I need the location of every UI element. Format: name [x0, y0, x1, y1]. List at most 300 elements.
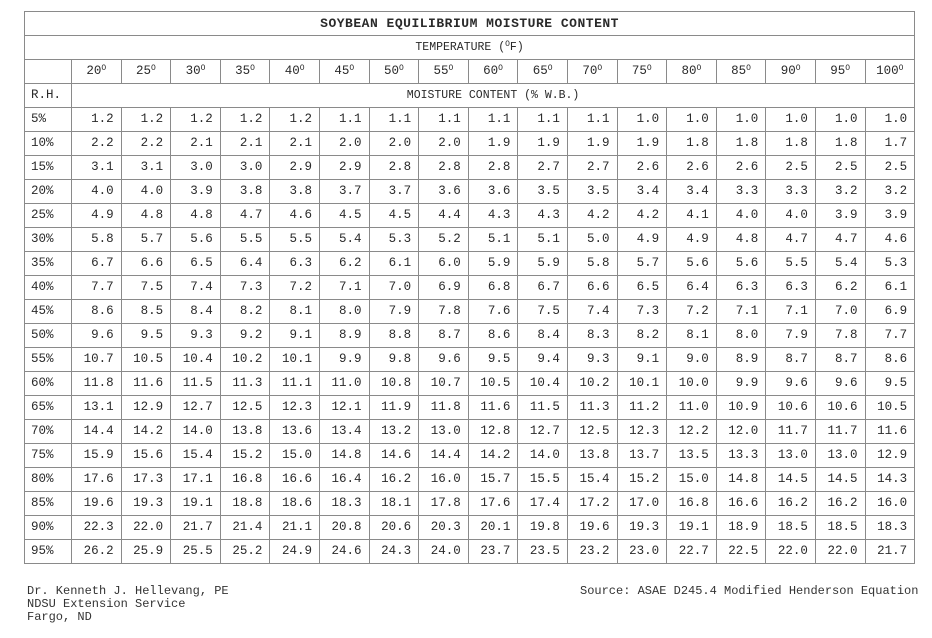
degree-symbol: O: [448, 64, 454, 74]
temperature-header-cell: [766, 60, 816, 84]
degree-symbol: O: [845, 64, 851, 74]
moisture-cell: 22.7: [667, 540, 717, 564]
moisture-cell: 4.0: [121, 180, 171, 204]
moisture-cell: 2.0: [319, 132, 369, 156]
moisture-cell: 12.3: [617, 420, 667, 444]
moisture-cell: 9.3: [567, 348, 617, 372]
moisture-cell: 7.3: [617, 300, 667, 324]
table-title: SOYBEAN EQUILIBRIUM MOISTURE CONTENT: [25, 12, 915, 36]
moisture-cell: 7.9: [369, 300, 419, 324]
moisture-cell: 5.8: [72, 228, 122, 252]
moisture-cell: 12.3: [270, 396, 320, 420]
moisture-cell: 1.1: [468, 108, 518, 132]
moisture-cell: 6.1: [865, 276, 915, 300]
rh-cell: 85%: [25, 492, 72, 516]
temperature-value: 40: [284, 64, 300, 79]
table-row: [25, 156, 915, 180]
moisture-cell: 5.7: [121, 228, 171, 252]
moisture-cell: 8.5: [121, 300, 171, 324]
degree-symbol: O: [597, 64, 603, 74]
moisture-cell: 7.8: [419, 300, 469, 324]
table-row: [25, 228, 915, 252]
moisture-cell: 22.0: [815, 540, 865, 564]
moisture-cell: 17.4: [518, 492, 568, 516]
moisture-cell: 10.7: [72, 348, 122, 372]
moisture-cell: 2.1: [171, 132, 221, 156]
moisture-cell: 11.6: [865, 420, 915, 444]
moisture-content-table: [24, 11, 915, 564]
author-block: [27, 585, 229, 624]
moisture-cell: 4.7: [766, 228, 816, 252]
moisture-cell: 5.8: [567, 252, 617, 276]
moisture-cell: 1.1: [369, 108, 419, 132]
table-row: [25, 492, 915, 516]
moisture-cell: 12.9: [865, 444, 915, 468]
moisture-cell: 2.1: [220, 132, 270, 156]
moisture-cell: 9.8: [369, 348, 419, 372]
moisture-cell: 1.9: [518, 132, 568, 156]
moisture-cell: 8.8: [369, 324, 419, 348]
temperature-value: 70: [582, 64, 598, 79]
moisture-cell: 10.1: [617, 372, 667, 396]
moisture-cell: 2.8: [468, 156, 518, 180]
rh-cell: 80%: [25, 468, 72, 492]
temperature-label: [25, 36, 915, 60]
moisture-cell: 5.3: [369, 228, 419, 252]
moisture-cell: 8.3: [567, 324, 617, 348]
temperature-value: 100: [876, 64, 899, 79]
moisture-cell: 16.0: [419, 468, 469, 492]
moisture-cell: 8.1: [667, 324, 717, 348]
moisture-cell: 10.7: [419, 372, 469, 396]
moisture-cell: 8.6: [468, 324, 518, 348]
moisture-cell: 6.6: [567, 276, 617, 300]
temperature-label-unit: F): [509, 41, 524, 55]
rh-cell: 70%: [25, 420, 72, 444]
rh-cell: 40%: [25, 276, 72, 300]
moisture-cell: 1.0: [617, 108, 667, 132]
degree-symbol: O: [101, 64, 107, 74]
moisture-cell: 16.2: [766, 492, 816, 516]
moisture-cell: 3.5: [518, 180, 568, 204]
table-row: [25, 300, 915, 324]
moisture-cell: 4.2: [617, 204, 667, 228]
moisture-cell: 10.2: [567, 372, 617, 396]
table-row: [25, 324, 915, 348]
moisture-cell: 1.0: [766, 108, 816, 132]
degree-symbol: O: [349, 64, 355, 74]
moisture-cell: 1.8: [667, 132, 717, 156]
rh-cell: 65%: [25, 396, 72, 420]
moisture-cell: 3.1: [121, 156, 171, 180]
temperature-value: 35: [235, 64, 251, 79]
moisture-cell: 13.2: [369, 420, 419, 444]
moisture-cell: 9.6: [766, 372, 816, 396]
moisture-cell: 14.2: [121, 420, 171, 444]
temperature-header-cell: [319, 60, 369, 84]
moisture-cell: 2.7: [518, 156, 568, 180]
moisture-cell: 7.4: [567, 300, 617, 324]
moisture-cell: 13.5: [667, 444, 717, 468]
temperature-value: 95: [830, 64, 846, 79]
moisture-cell: 8.2: [617, 324, 667, 348]
moisture-cell: 4.9: [667, 228, 717, 252]
moisture-cell: 2.5: [766, 156, 816, 180]
moisture-cell: 24.6: [319, 540, 369, 564]
moisture-cell: 16.8: [220, 468, 270, 492]
moisture-cell: 7.7: [72, 276, 122, 300]
moisture-cell: 6.7: [518, 276, 568, 300]
moisture-cell: 9.4: [518, 348, 568, 372]
moisture-cell: 12.5: [220, 396, 270, 420]
moisture-cell: 9.6: [72, 324, 122, 348]
degree-symbol: O: [250, 64, 255, 74]
moisture-cell: 5.4: [319, 228, 369, 252]
moisture-cell: 17.8: [419, 492, 469, 516]
moisture-cell: 2.0: [369, 132, 419, 156]
moisture-cell: 1.0: [667, 108, 717, 132]
moisture-cell: 7.9: [766, 324, 816, 348]
moisture-cell: 26.2: [72, 540, 122, 564]
moisture-cell: 11.1: [270, 372, 320, 396]
moisture-cell: 11.3: [220, 372, 270, 396]
rh-cell: 20%: [25, 180, 72, 204]
rh-cell: 60%: [25, 372, 72, 396]
moisture-cell: 2.8: [419, 156, 469, 180]
temperature-header-cell: [468, 60, 518, 84]
moisture-cell: 5.6: [716, 252, 766, 276]
table-row: [25, 444, 915, 468]
moisture-cell: 10.2: [220, 348, 270, 372]
moisture-cell: 7.2: [667, 300, 717, 324]
moisture-cell: 13.0: [766, 444, 816, 468]
moisture-cell: 16.6: [716, 492, 766, 516]
moisture-cell: 3.5: [567, 180, 617, 204]
table-row: [25, 420, 915, 444]
moisture-cell: 7.2: [270, 276, 320, 300]
moisture-cell: 15.0: [667, 468, 717, 492]
moisture-cell: 13.3: [716, 444, 766, 468]
temperature-header-cell: [121, 60, 171, 84]
rh-cell: 50%: [25, 324, 72, 348]
moisture-cell: 11.2: [617, 396, 667, 420]
moisture-cell: 14.8: [319, 444, 369, 468]
moisture-cell: 13.4: [319, 420, 369, 444]
moisture-cell: 3.9: [865, 204, 915, 228]
moisture-cell: 6.9: [865, 300, 915, 324]
moisture-cell: 22.0: [121, 516, 171, 540]
moisture-cell: 1.1: [419, 108, 469, 132]
moisture-cell: 19.1: [171, 492, 221, 516]
moisture-cell: 1.2: [171, 108, 221, 132]
moisture-cell: 18.6: [270, 492, 320, 516]
table-row: [25, 468, 915, 492]
moisture-cell: 3.8: [220, 180, 270, 204]
moisture-cell: 14.0: [518, 444, 568, 468]
moisture-cell: 20.6: [369, 516, 419, 540]
table-row: [25, 252, 915, 276]
moisture-cell: 5.7: [617, 252, 667, 276]
degree-symbol: O: [200, 64, 206, 74]
temperature-header-cell: [667, 60, 717, 84]
temperature-header-cell: [270, 60, 320, 84]
moisture-cell: 1.0: [815, 108, 865, 132]
temperature-header-cell: [369, 60, 419, 84]
moisture-cell: 2.2: [121, 132, 171, 156]
moisture-cell: 8.7: [766, 348, 816, 372]
moisture-cell: 1.1: [319, 108, 369, 132]
moisture-cell: 13.0: [815, 444, 865, 468]
table-row: [25, 108, 915, 132]
moisture-cell: 12.2: [667, 420, 717, 444]
moisture-cell: 14.5: [815, 468, 865, 492]
moisture-cell: 11.3: [567, 396, 617, 420]
title-row: [25, 12, 915, 36]
moisture-cell: 3.1: [72, 156, 122, 180]
moisture-cell: 5.0: [567, 228, 617, 252]
moisture-cell: 3.3: [766, 180, 816, 204]
moisture-cell: 22.5: [716, 540, 766, 564]
moisture-cell: 7.5: [121, 276, 171, 300]
moisture-cell: 10.8: [369, 372, 419, 396]
moisture-cell: 15.4: [567, 468, 617, 492]
moisture-cell: 3.3: [716, 180, 766, 204]
temperature-header-cell: [419, 60, 469, 84]
source-citation: Source: ASAE D245.4 Modified Henderson Equation: [580, 584, 919, 598]
moisture-cell: 11.8: [72, 372, 122, 396]
temperature-value: 50: [383, 64, 399, 79]
rh-cell: 45%: [25, 300, 72, 324]
moisture-cell: 1.9: [567, 132, 617, 156]
moisture-cell: 10.5: [121, 348, 171, 372]
moisture-cell: 3.9: [171, 180, 221, 204]
moisture-cell: 4.0: [716, 204, 766, 228]
moisture-cell: 11.5: [518, 396, 568, 420]
moisture-cell: 4.0: [766, 204, 816, 228]
moisture-cell: 14.3: [865, 468, 915, 492]
moisture-cell: 12.9: [121, 396, 171, 420]
moisture-cell: 16.8: [667, 492, 717, 516]
moisture-cell: 11.6: [468, 396, 518, 420]
moisture-cell: 10.5: [865, 396, 915, 420]
moisture-cell: 18.3: [865, 516, 915, 540]
moisture-cell: 13.8: [567, 444, 617, 468]
moisture-cell: 3.7: [319, 180, 369, 204]
moisture-cell: 17.1: [171, 468, 221, 492]
moisture-cell: 4.1: [667, 204, 717, 228]
moisture-cell: 2.2: [72, 132, 122, 156]
moisture-cell: 8.7: [815, 348, 865, 372]
degree-symbol: O: [299, 64, 305, 74]
moisture-cell: 6.0: [419, 252, 469, 276]
moisture-cell: 25.5: [171, 540, 221, 564]
moisture-cell: 12.0: [716, 420, 766, 444]
temperature-value: 65: [532, 64, 548, 79]
temperature-header-cell: [518, 60, 568, 84]
rh-cell: 35%: [25, 252, 72, 276]
moisture-cell: 14.5: [766, 468, 816, 492]
moisture-cell: 7.7: [865, 324, 915, 348]
moisture-cell: 13.7: [617, 444, 667, 468]
moisture-cell: 9.5: [468, 348, 518, 372]
moisture-cell: 10.6: [766, 396, 816, 420]
moisture-cell: 6.3: [766, 276, 816, 300]
degree-symbol: O: [398, 64, 404, 74]
moisture-cell: 19.3: [617, 516, 667, 540]
moisture-cell: 6.2: [815, 276, 865, 300]
moisture-cell: 3.9: [815, 204, 865, 228]
moisture-cell: 25.2: [220, 540, 270, 564]
temperature-label-text: TEMPERATURE (: [415, 41, 506, 55]
moisture-cell: 8.6: [865, 348, 915, 372]
degree-symbol: O: [646, 64, 652, 74]
temperature-header-cell: [567, 60, 617, 84]
moisture-cell: 4.6: [270, 204, 320, 228]
author-org: NDSU Extension Service: [27, 597, 186, 611]
moisture-cell: 6.3: [716, 276, 766, 300]
moisture-cell: 1.1: [567, 108, 617, 132]
rh-cell: 30%: [25, 228, 72, 252]
moisture-cell: 5.6: [171, 228, 221, 252]
moisture-cell: 15.6: [121, 444, 171, 468]
moisture-cell: 7.3: [220, 276, 270, 300]
moisture-cell: 23.5: [518, 540, 568, 564]
moisture-cell: 1.0: [716, 108, 766, 132]
moisture-cell: 12.7: [171, 396, 221, 420]
moisture-cell: 5.2: [419, 228, 469, 252]
moisture-cell: 23.2: [567, 540, 617, 564]
moisture-cell: 3.7: [369, 180, 419, 204]
temperature-value: 55: [433, 64, 449, 79]
moisture-cell: 2.6: [667, 156, 717, 180]
moisture-cell: 8.6: [72, 300, 122, 324]
moisture-cell: 7.0: [369, 276, 419, 300]
table-row: [25, 180, 915, 204]
moisture-cell: 19.6: [72, 492, 122, 516]
moisture-cell: 9.5: [865, 372, 915, 396]
rh-cell: 95%: [25, 540, 72, 564]
moisture-cell: 19.8: [518, 516, 568, 540]
moisture-cell: 11.7: [815, 420, 865, 444]
moisture-cell: 5.5: [270, 228, 320, 252]
moisture-cell: 18.8: [220, 492, 270, 516]
moisture-cell: 2.7: [567, 156, 617, 180]
moisture-cell: 4.5: [319, 204, 369, 228]
moisture-cell: 3.4: [617, 180, 667, 204]
moisture-cell: 3.4: [667, 180, 717, 204]
table-row: [25, 396, 915, 420]
moisture-cell: 4.9: [617, 228, 667, 252]
moisture-cell: 2.1: [270, 132, 320, 156]
moisture-cell: 4.7: [220, 204, 270, 228]
moisture-cell: 7.8: [815, 324, 865, 348]
moisture-cell: 8.9: [716, 348, 766, 372]
moisture-cell: 10.4: [518, 372, 568, 396]
table-row: [25, 132, 915, 156]
degree-symbol: O: [498, 64, 503, 74]
moisture-cell: 17.6: [72, 468, 122, 492]
moisture-cell: 5.9: [518, 252, 568, 276]
moisture-cell: 19.3: [121, 492, 171, 516]
moisture-cell: 2.8: [369, 156, 419, 180]
moisture-cell: 21.7: [865, 540, 915, 564]
degree-symbol: O: [696, 64, 702, 74]
moisture-cell: 6.1: [369, 252, 419, 276]
moisture-cell: 3.6: [419, 180, 469, 204]
temperature-header-row: [25, 60, 915, 84]
table-row: [25, 516, 915, 540]
rh-cell: 90%: [25, 516, 72, 540]
moisture-cell: 15.0: [270, 444, 320, 468]
moisture-cell: 22.0: [766, 540, 816, 564]
moisture-cell: 8.4: [518, 324, 568, 348]
rh-cell: 55%: [25, 348, 72, 372]
moisture-cell: 5.6: [667, 252, 717, 276]
moisture-cell: 8.1: [270, 300, 320, 324]
moisture-cell: 6.7: [72, 252, 122, 276]
moisture-label-row: [25, 84, 915, 108]
rh-cell: 10%: [25, 132, 72, 156]
moisture-cell: 13.0: [419, 420, 469, 444]
temperature-value: 85: [731, 64, 747, 79]
moisture-cell: 6.4: [667, 276, 717, 300]
moisture-cell: 10.6: [815, 396, 865, 420]
moisture-cell: 24.0: [419, 540, 469, 564]
rh-cell: 25%: [25, 204, 72, 228]
moisture-cell: 17.6: [468, 492, 518, 516]
moisture-cell: 12.1: [319, 396, 369, 420]
moisture-cell: 8.0: [319, 300, 369, 324]
degree-symbol: O: [898, 64, 904, 74]
moisture-cell: 8.9: [319, 324, 369, 348]
moisture-cell: 3.0: [171, 156, 221, 180]
table-row: [25, 540, 915, 564]
moisture-cell: 5.4: [815, 252, 865, 276]
moisture-cell: 3.0: [220, 156, 270, 180]
moisture-cell: 12.8: [468, 420, 518, 444]
moisture-cell: 10.1: [270, 348, 320, 372]
moisture-cell: 9.5: [121, 324, 171, 348]
moisture-cell: 14.4: [72, 420, 122, 444]
moisture-cell: 15.9: [72, 444, 122, 468]
moisture-cell: 17.0: [617, 492, 667, 516]
moisture-cell: 1.8: [716, 132, 766, 156]
moisture-cell: 1.9: [468, 132, 518, 156]
moisture-cell: 5.3: [865, 252, 915, 276]
moisture-cell: 5.5: [220, 228, 270, 252]
table-row: [25, 204, 915, 228]
moisture-cell: 19.6: [567, 516, 617, 540]
moisture-cell: 4.3: [468, 204, 518, 228]
moisture-cell: 9.6: [419, 348, 469, 372]
moisture-cell: 10.9: [716, 396, 766, 420]
moisture-cell: 21.4: [220, 516, 270, 540]
moisture-cell: 22.3: [72, 516, 122, 540]
moisture-cell: 14.4: [419, 444, 469, 468]
moisture-cell: 6.3: [270, 252, 320, 276]
temperature-header-cell: [617, 60, 667, 84]
moisture-cell: 16.4: [319, 468, 369, 492]
moisture-cell: 1.8: [815, 132, 865, 156]
moisture-cell: 4.8: [171, 204, 221, 228]
moisture-cell: 18.5: [815, 516, 865, 540]
rh-label: R.H.: [25, 84, 72, 108]
moisture-cell: 23.0: [617, 540, 667, 564]
moisture-cell: 9.0: [667, 348, 717, 372]
moisture-cell: 7.0: [815, 300, 865, 324]
moisture-cell: 2.5: [865, 156, 915, 180]
moisture-cell: 14.8: [716, 468, 766, 492]
